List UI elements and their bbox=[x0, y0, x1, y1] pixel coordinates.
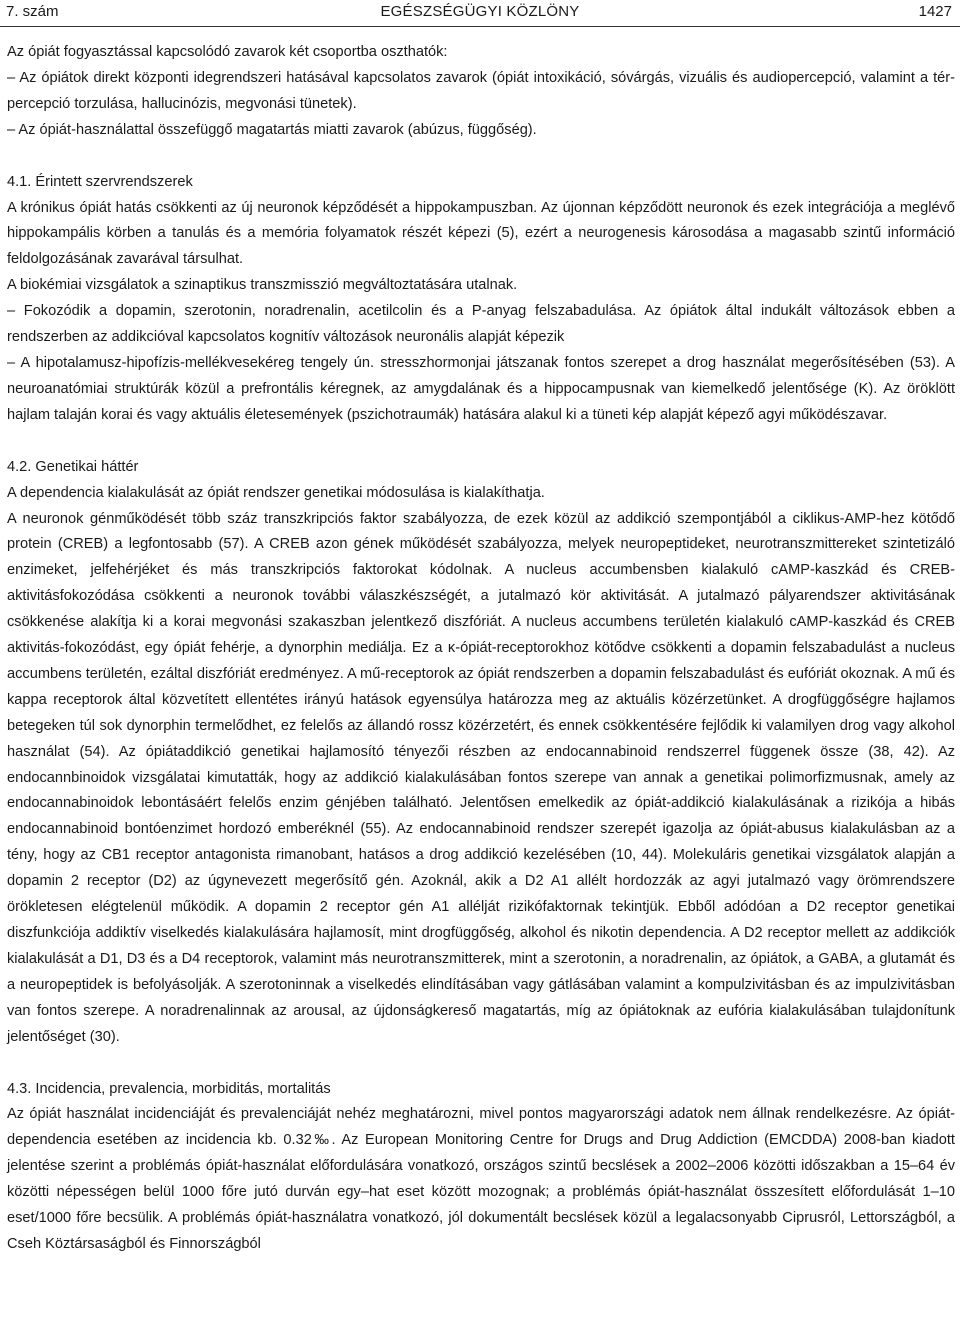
list-item: – Az ópiátok direkt központi idegrendszeri hatásával kapcsolatos zavarok (ópiát intoxikáció, sóvárgás, vizuális és audiopercepció, valamint a tér-percepció torzulása, hallucinózis, megvonási tünetek). bbox=[7, 69, 955, 112]
header-divider bbox=[0, 26, 960, 27]
list-item: – Az ópiát-használattal összefüggő magatartás miatti zavarok (abúzus, függőség). bbox=[7, 121, 537, 138]
section-gap bbox=[7, 1051, 955, 1077]
page-number: 1427 bbox=[918, 3, 952, 20]
paragraph: A neuronok génműködését több száz transzkripciós faktor szabályozza, de ezek közül az addikció szempontjából a ciklikus-AMP-hez kötődő protein (CREB) a legfontosabb (57). A CREB azon gének működését szabályozza, melyek neuropeptideket, neurotranszmittereket szintetizáló enzimeket, jelfehérjéket és más transzkripciós faktorokat kódolnak. A nucleus accumbensben kialakuló cAMP-kaszkád és CREB-aktivitásfokozódása csökkenti a neuronok további válaszkészségét, a jutalmazó kör aktivitását. A jutalmazó pályarendszer aktivitásának csökkenése alakítja ki a korai megvonási szakaszban jelentkező diszfóriát. A nucleus accumbens területén kialakuló cAMP-kaszkád és CREB aktivitás-fokozódást, egy ópiát fehérje, a dynorphin mediálja. Ez a κ-ópiát-receptorokhoz kötődve csökkenti a dopamin felszabadulást a nucleus accumbens területén, ezáltal diszfóriát eredményez. A mű-receptorok az ópiát rendszerben a dopamin felszabadulást és eufóriát okoznak. A mű és kappa receptorok által közvetített ellentétes irányú hatások egyensúlya határozza meg az aktuális közérzetünket. A drogfüggőségre hajlamos betegeken túl sok dynorphin termelődhet, ez felelős az állandó rossz közérzetért, és ennek csökkentésére fejlődik ki valamilyen drog vagy alkohol használat (54). Az ópiátaddikció genetikai hajlamosító tényezői részben az endocannabinoid rendszerrel függenek össze (38, 42). Az endocannbinoidok vizsgálatai kimutatták, hogy az addikció kialakulásában fontos szerepe van annak a genetikai polimorfizmusnak, amely az endocannabinoidok lebontásáért felelős enzim génjében található. Jelentősen emelkedik az ópiát-addikció kialakulásának a rizikója a hibás endocannabinoid bontóenzimet hordozó emberéknél (55). Az endocannabinoid rendszer szerepét igazolja az ópiát-abusus kialakulásban az a tény, hogy az CB1 receptor antagonista rimanobant, hatásos a drog addikció kezelésében (10, 44). Molekuláris genetikai vizsgálatok alapján a dopamin 2 receptor (D2) az úgynevezett megerősítő gén. Azoknál, akik a D2 A1 allélt hordozzák az agyi jutalmazó vagy örömrendszere örökletesen elégtelenül működik. A dopamin 2 receptor gén A1 allélját rizikófaktornak tekintjük. Ebből adódóan a D2 receptor genetikai diszfunkciója addiktív viselkedés kialakulására hajlamosít, mint drogfüggőség, alkohol és nikotin dependencia. A D2 receptor mellett az addikciók kialakulását a D1, D3 és a D4 receptorok, valamint más neurotranszmitterek, mint a szerotonin, a noradrenalin, az ópiátok, a GABA, a glutamát és a neuropeptidek is befolyásolják. A szerotoninnak a viselkedés elindításában vagy gátlásában valamint a kompulzivitásban és az impulzivitásban van fontos szerepe. A noradrenalinnak az arousal, az újdonságkereső magatartás, míg az ópiátoknak az eufória kialakulásában tulajdonítunk jelentőséget (30). bbox=[7, 510, 955, 1045]
paragraph: A dependencia kialakulását az ópiát rendszer genetikai módosulása is kialakíthatja. bbox=[7, 484, 545, 501]
list-item: – Fokozódik a dopamin, szerotonin, noradrenalin, acetilcolin és a P-anyag felszabadulása. Az ópiátok által indukált változások ebben a rendszerben az addikcióval kapcsolatos kognitív változások neuronális alapját képezik bbox=[7, 303, 955, 346]
section-gap bbox=[7, 144, 955, 170]
list-item: – A hipotalamusz-hipofízis-mellékvesekéreg tengely ún. stresszhormonjai játszanak fontos szerepet a drog használat megerősítésében (53). A neuroanatómiai struktúrák közül a prefrontális kéregnek, az amygdalának és a hippocampusnak van kiemelkedő jelentősége (K). Az öröklött hajlam talaján korai és vagy aktuális életesemények (pszichotraumák) hatására alakul ki a tüneti kép alapját képező agyi működészavar. bbox=[7, 354, 955, 423]
paragraph: A krónikus ópiát hatás csökkenti az új neuronok képződését a hippokampuszban. Az újonnan képződött neuronok és ezek integrációja a meglévő hippokampális körben a tanulás és a memória folyamatok részét képezi (5), ezért a neurogenesis károsodása a magasabb szintű információ feldolgozásának zavarával társulhat. bbox=[7, 199, 955, 268]
running-header bbox=[0, 0, 960, 26]
issue-number: 7. szám bbox=[6, 3, 59, 20]
section-heading: 4.1. Érintett szervrendszerek bbox=[7, 173, 193, 190]
section-heading: 4.2. Genetikai háttér bbox=[7, 458, 139, 475]
section-heading: 4.3. Incidencia, prevalencia, morbiditás, mortalitás bbox=[7, 1080, 331, 1097]
paragraph: A biokémiai vizsgálatok a szinaptikus transzmisszió megváltoztatására utalnak. bbox=[7, 277, 518, 294]
document-body bbox=[7, 40, 955, 1258]
paragraph: Az ópiát használat incidenciáját és prevalenciáját nehéz meghatározni, mivel pontos magyarországi adatok nem állnak rendelkezésre. Az ópiát-dependencia esetében az incidencia kb. 0.32‰. Az European Monitoring Centre for Drugs and Drug Addiction (EMCDDA) 2008-ban kiadott jelentése szerint a problémás ópiát-használat előfordulására vonatkozó, országos szintű becslések a 2002–2006 közötti időszakban a 15–64 év közötti népességen belül 1000 főre jutó durván egy–hat eset között mozognak; a problémás ópiát-használat összesített előfordulását 1–10 eset/1000 főre becsülik. A problémás ópiát-használatra vonatkozó, jól dokumentált becslések közül a legalacsonyabb Ciprusról, Lettországból, a Cseh Köztársaságból és Finnországból bbox=[7, 1106, 955, 1252]
section-gap bbox=[7, 429, 955, 455]
intro-sentence: Az ópiát fogyasztással kapcsolódó zavarok két csoportba oszthatók: bbox=[7, 44, 448, 60]
journal-title: EGÉSZSÉGÜGYI KÖZLÖNY bbox=[380, 3, 580, 20]
